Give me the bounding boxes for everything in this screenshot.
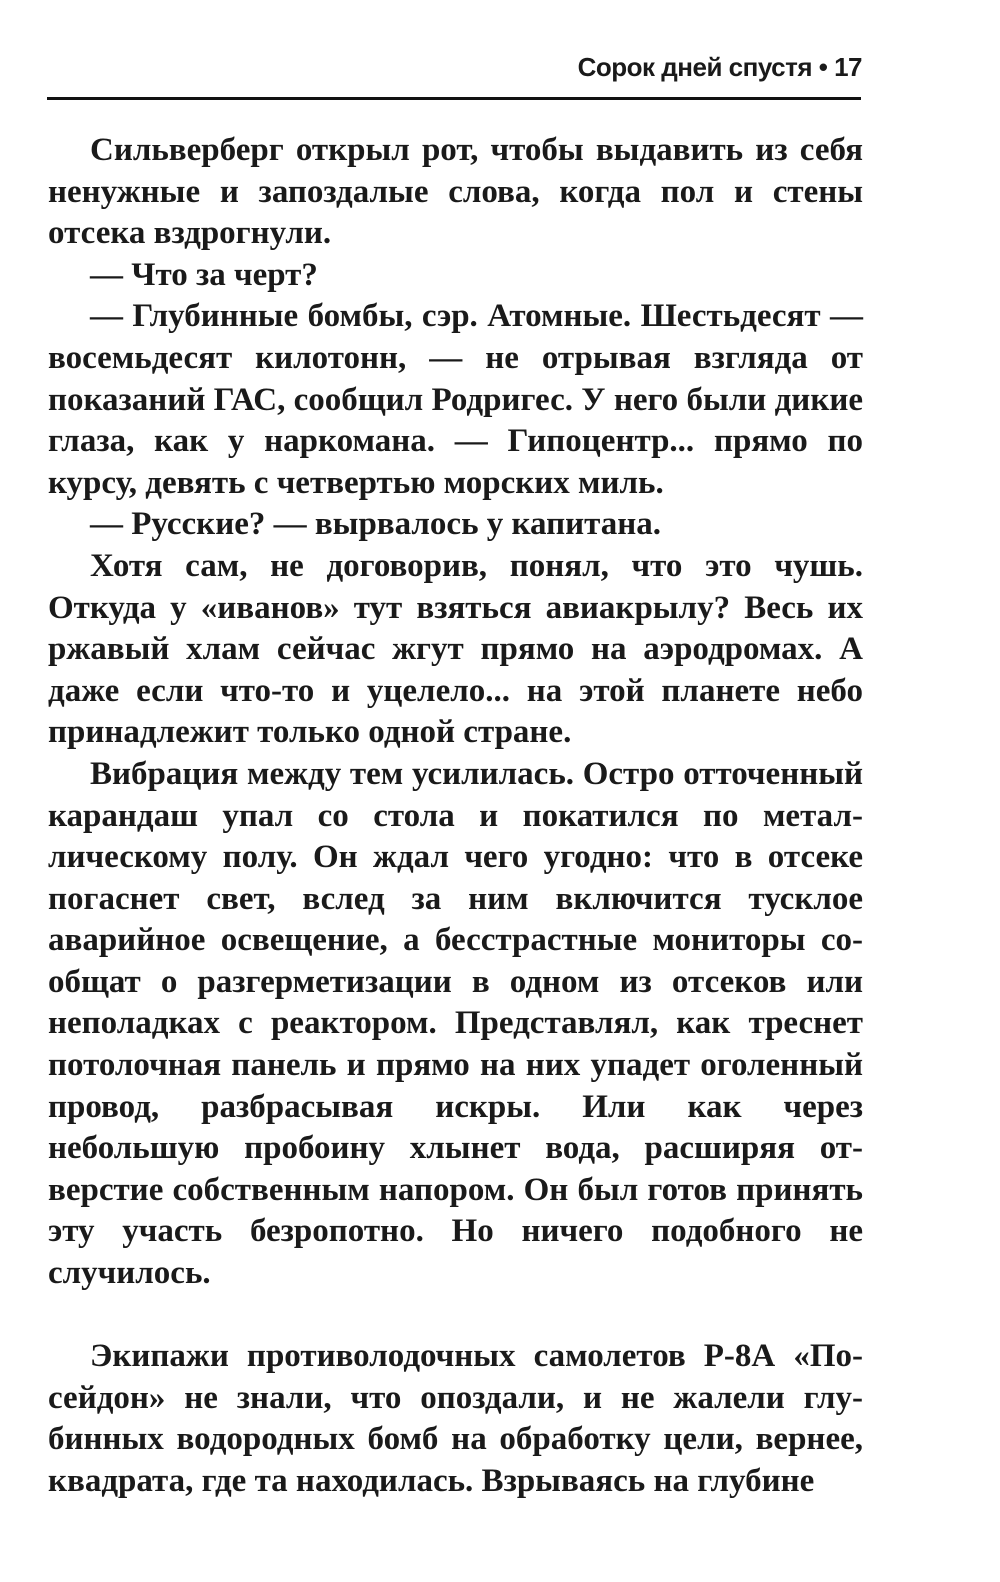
paragraph: — Русские? — вырвалось у капитана. — [90, 506, 662, 543]
paragraph: Сильверберг открыл рот, чтобы выдавить из себя ненужные и запоздалые слова, когда пол и стены отсека вздрогнули. — [48, 132, 863, 252]
paragraph: — Что за черт? — [90, 256, 318, 293]
paragraph: — Глубинные бомбы, сэр. Атомные. Шестьдесят — восемьдесят килотонн, — не отрывая взгляда от показаний ГАС, сообщил Родригес. У него были дикие глаза, как у наркомана. — Гипоцентр... прямо по курсу, девять с четвертью морских миль. — [48, 298, 863, 501]
paragraph: Вибрация между тем усилилась. Остро отточенный карандаш упал со стола и покатился по металлическому полу. Он ждал чего угодно: что в отсеке погаснет свет, вслед за ним включится тусклое аварийное освещение, а бесстрастные мониторы сообщат о разгерметизации в одном из отсеков или неполадках с реактором. Представлял, как треснет потолочная панель и прямо на них упадет оголенный провод, разбрасывая искры. Или как через небольшую пробоину хлынет вода, расширяя отверстие собственным напором. Он был готов принять эту участь безропотно. Но ничего подобного не случилось. — [48, 755, 863, 1292]
running-head-separator: • — [818, 52, 828, 82]
paragraph: Экипажи противолодочных самолетов Р-8А «Посейдон» не знали, что опоздали, и не жалели глубинных водородных бомб на обработку цели, вернее, квадрата, где та находилась. Взрываясь на глубине — [48, 1338, 863, 1499]
header-rule — [47, 97, 861, 100]
body-text — [48, 130, 863, 1503]
page-number: 17 — [834, 52, 862, 82]
running-head — [578, 52, 862, 83]
paragraph: Хотя сам, не договорив, понял, что это чушь. Откуда у «иванов» тут взяться авиакрылу? Весь их ржавый хлам сейчас жгут прямо на аэродромах. А даже если что-то и уцелело... на этой планете небо принадлежит только одной стране. — [48, 547, 863, 751]
running-title: Сорок дней спустя — [577, 52, 812, 82]
